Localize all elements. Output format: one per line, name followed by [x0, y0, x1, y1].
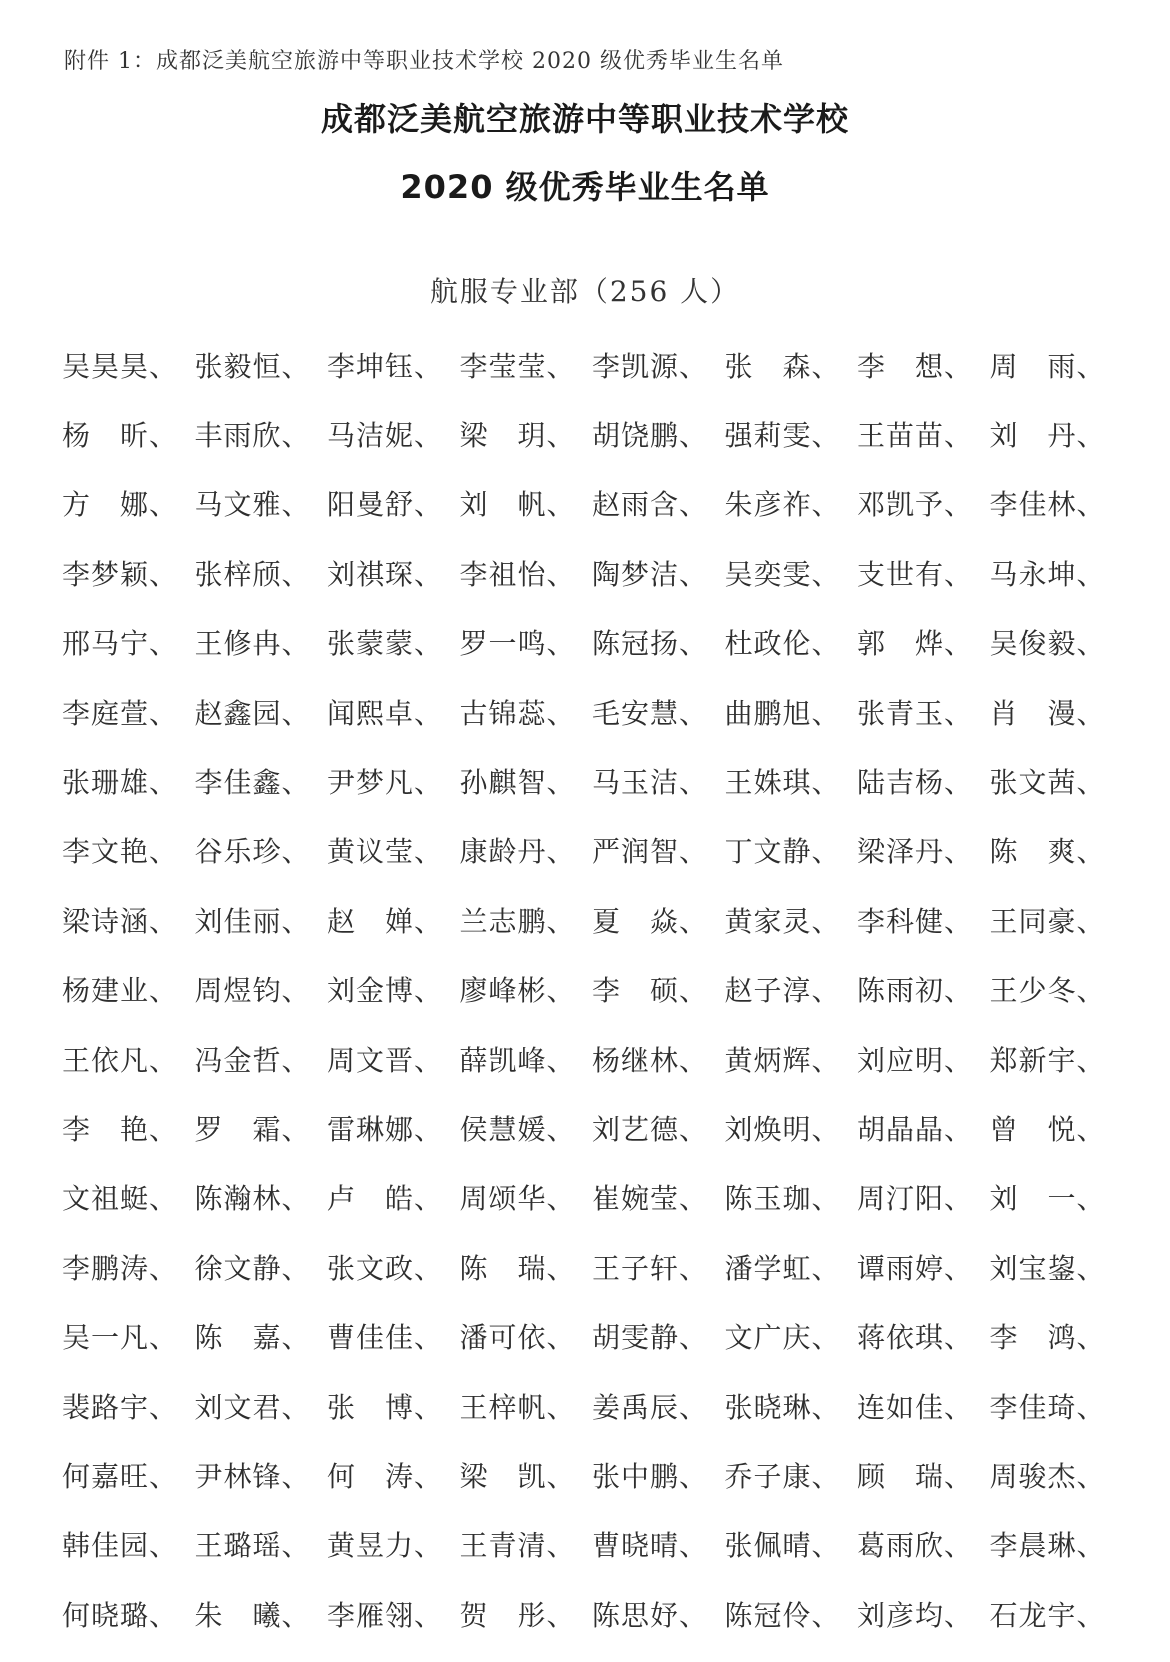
student-name: 赵 婵、 — [327, 904, 444, 938]
student-name: 刘 一、 — [989, 1182, 1106, 1216]
student-name: 张珊雄、 — [62, 766, 179, 800]
student-name: 毛安慧、 — [592, 696, 709, 730]
student-name: 顾 瑞、 — [857, 1459, 974, 1493]
student-name: 崔婉莹、 — [592, 1182, 709, 1216]
student-name: 陈冠扬、 — [592, 627, 709, 661]
student-name: 王少冬、 — [989, 974, 1106, 1008]
student-name: 梁 玥、 — [459, 419, 576, 453]
student-name: 赵鑫园、 — [194, 696, 311, 730]
student-name: 刘应明、 — [857, 1043, 974, 1077]
student-name: 李鹏涛、 — [62, 1251, 179, 1285]
student-name: 李佳琦、 — [989, 1390, 1106, 1424]
student-name: 王梓帆、 — [459, 1390, 576, 1424]
student-name: 王依凡、 — [62, 1043, 179, 1077]
student-name: 梁 凯、 — [459, 1459, 576, 1493]
student-name: 刘 帆、 — [459, 488, 576, 522]
student-name: 朱彦祚、 — [724, 488, 841, 522]
student-name: 王青清、 — [459, 1529, 576, 1563]
student-name: 周汀阳、 — [857, 1182, 974, 1216]
student-name: 罗 霜、 — [194, 1112, 311, 1146]
student-name: 李莹莹、 — [459, 349, 576, 383]
student-name: 吴奕雯、 — [724, 557, 841, 591]
student-name: 薛凯峰、 — [459, 1043, 576, 1077]
student-name: 尹梦凡、 — [327, 766, 444, 800]
student-name: 兰志鹏、 — [459, 904, 576, 938]
student-name: 尹林锋、 — [194, 1459, 311, 1493]
student-name: 马文雅、 — [194, 488, 311, 522]
student-name: 黄家灵、 — [724, 904, 841, 938]
name-row — [62, 399, 1122, 468]
student-name: 廖峰彬、 — [459, 974, 576, 1008]
student-name: 赵雨含、 — [592, 488, 709, 522]
student-name: 马洁妮、 — [327, 419, 444, 453]
student-name: 蒋依琪、 — [857, 1321, 974, 1355]
student-name: 吴昊昊、 — [62, 349, 179, 383]
student-name: 韩佳园、 — [62, 1529, 179, 1563]
student-name: 黄炳辉、 — [724, 1043, 841, 1077]
student-name: 李 想、 — [857, 349, 974, 383]
name-row — [62, 538, 1122, 607]
student-name: 胡晶晶、 — [857, 1112, 974, 1146]
student-name: 郭 烨、 — [857, 627, 974, 661]
student-name: 丁文静、 — [724, 835, 841, 869]
student-name: 古锦蕊、 — [459, 696, 576, 730]
student-name: 何嘉旺、 — [62, 1459, 179, 1493]
student-name: 支世有、 — [857, 557, 974, 591]
document-title-line1: 成都泛美航空旅游中等职业技术学校 — [320, 100, 849, 138]
student-name: 杨建业、 — [62, 974, 179, 1008]
student-name: 方 娜、 — [62, 488, 179, 522]
name-row — [62, 1371, 1122, 1440]
student-name: 张蒙蒙、 — [327, 627, 444, 661]
student-name: 潘可依、 — [459, 1321, 576, 1355]
student-name: 曾 悦、 — [989, 1112, 1106, 1146]
student-name: 张文茜、 — [989, 766, 1106, 800]
student-name: 陈 瑞、 — [459, 1251, 576, 1285]
student-name: 杨 昕、 — [62, 419, 179, 453]
student-name: 文广庆、 — [724, 1321, 841, 1355]
student-name: 王苗苗、 — [857, 419, 974, 453]
student-name: 梁诗涵、 — [62, 904, 179, 938]
student-name: 陈雨初、 — [857, 974, 974, 1008]
name-row — [62, 1440, 1122, 1509]
student-name: 周文晋、 — [327, 1043, 444, 1077]
student-name: 李雁翎、 — [327, 1598, 444, 1632]
student-name: 陈瀚林、 — [194, 1182, 311, 1216]
student-name: 胡雯静、 — [592, 1321, 709, 1355]
student-name: 卢 皓、 — [327, 1182, 444, 1216]
name-list — [62, 330, 1122, 1648]
student-name: 陆吉杨、 — [857, 766, 974, 800]
student-name: 刘艺德、 — [592, 1112, 709, 1146]
student-name: 马永坤、 — [989, 557, 1106, 591]
student-name: 石龙宇、 — [989, 1598, 1106, 1632]
student-name: 贺 彤、 — [459, 1598, 576, 1632]
name-row — [62, 816, 1122, 885]
student-name: 李祖怡、 — [459, 557, 576, 591]
name-row — [62, 330, 1122, 399]
student-name: 严润智、 — [592, 835, 709, 869]
name-row — [62, 1301, 1122, 1370]
student-name: 夏 焱、 — [592, 904, 709, 938]
student-name: 曲鹏旭、 — [724, 696, 841, 730]
student-name: 杨继林、 — [592, 1043, 709, 1077]
student-name: 张 森、 — [724, 349, 841, 383]
student-name: 王姝琪、 — [724, 766, 841, 800]
name-row — [62, 885, 1122, 954]
student-name: 周 雨、 — [989, 349, 1106, 383]
student-name: 刘彦均、 — [857, 1598, 974, 1632]
student-name: 乔子康、 — [724, 1459, 841, 1493]
student-name: 谷乐珍、 — [194, 835, 311, 869]
student-name: 李 鸿、 — [989, 1321, 1106, 1355]
student-name: 刘佳丽、 — [194, 904, 311, 938]
student-name: 李庭萱、 — [62, 696, 179, 730]
student-name: 杜政伦、 — [724, 627, 841, 661]
name-row — [62, 1232, 1122, 1301]
student-name: 孙麒智、 — [459, 766, 576, 800]
student-name: 陈 嘉、 — [194, 1321, 311, 1355]
student-name: 何晓璐、 — [62, 1598, 179, 1632]
student-name: 李佳林、 — [989, 488, 1106, 522]
name-row — [62, 1579, 1122, 1648]
student-name: 李文艳、 — [62, 835, 179, 869]
student-name: 张青玉、 — [857, 696, 974, 730]
student-name: 邢马宁、 — [62, 627, 179, 661]
student-name: 李凯源、 — [592, 349, 709, 383]
student-name: 曹晓晴、 — [592, 1529, 709, 1563]
student-name: 张佩晴、 — [724, 1529, 841, 1563]
student-name: 潘学虹、 — [724, 1251, 841, 1285]
student-name: 强莉雯、 — [724, 419, 841, 453]
name-row — [62, 1510, 1122, 1579]
student-name: 雷琳娜、 — [327, 1112, 444, 1146]
name-row — [62, 746, 1122, 815]
student-name: 周煜钧、 — [194, 974, 311, 1008]
student-name: 李 硕、 — [592, 974, 709, 1008]
student-name: 谭雨婷、 — [857, 1251, 974, 1285]
student-name: 张毅恒、 — [194, 349, 311, 383]
student-name: 吴俊毅、 — [989, 627, 1106, 661]
student-name: 刘焕明、 — [724, 1112, 841, 1146]
student-name: 赵子淳、 — [724, 974, 841, 1008]
student-name: 陈冠伶、 — [724, 1598, 841, 1632]
name-row — [62, 1163, 1122, 1232]
student-name: 刘文君、 — [194, 1390, 311, 1424]
document-title-line2: 2020 级优秀毕业生名单 — [400, 168, 770, 206]
student-name: 王子轩、 — [592, 1251, 709, 1285]
student-name: 黄昱力、 — [327, 1529, 444, 1563]
student-name: 马玉洁、 — [592, 766, 709, 800]
student-name: 刘金博、 — [327, 974, 444, 1008]
student-name: 王修冉、 — [194, 627, 311, 661]
student-name: 吴一凡、 — [62, 1321, 179, 1355]
student-name: 陶梦洁、 — [592, 557, 709, 591]
student-name: 连如佳、 — [857, 1390, 974, 1424]
name-row — [62, 955, 1122, 1024]
name-row — [62, 677, 1122, 746]
student-name: 罗一鸣、 — [459, 627, 576, 661]
student-name: 李科健、 — [857, 904, 974, 938]
name-row — [62, 1093, 1122, 1162]
student-name: 周颂华、 — [459, 1182, 576, 1216]
student-name: 文祖蜓、 — [62, 1182, 179, 1216]
student-name: 曹佳佳、 — [327, 1321, 444, 1355]
student-name: 张文政、 — [327, 1251, 444, 1285]
student-name: 裴路宇、 — [62, 1390, 179, 1424]
student-name: 姜禹辰、 — [592, 1390, 709, 1424]
section-heading: 航服专业部（256 人） — [429, 275, 741, 308]
student-name: 侯慧媛、 — [459, 1112, 576, 1146]
student-name: 邓凯予、 — [857, 488, 974, 522]
student-name: 康龄丹、 — [459, 835, 576, 869]
student-name: 肖 漫、 — [989, 696, 1106, 730]
name-row — [62, 469, 1122, 538]
student-name: 陈玉珈、 — [724, 1182, 841, 1216]
student-name: 梁泽丹、 — [857, 835, 974, 869]
student-name: 李晨琳、 — [989, 1529, 1106, 1563]
name-row — [62, 1024, 1122, 1093]
student-name: 李梦颖、 — [62, 557, 179, 591]
student-name: 刘宝鋆、 — [989, 1251, 1106, 1285]
student-name: 丰雨欣、 — [194, 419, 311, 453]
student-name: 张 博、 — [327, 1390, 444, 1424]
student-name: 闻熙卓、 — [327, 696, 444, 730]
student-name: 阳曼舒、 — [327, 488, 444, 522]
student-name: 徐文静、 — [194, 1251, 311, 1285]
student-name: 郑新宇、 — [989, 1043, 1106, 1077]
student-name: 李佳鑫、 — [194, 766, 311, 800]
student-name: 朱 曦、 — [194, 1598, 311, 1632]
student-name: 王同豪、 — [989, 904, 1106, 938]
student-name: 刘 丹、 — [989, 419, 1106, 453]
student-name: 葛雨欣、 — [857, 1529, 974, 1563]
student-name: 周骏杰、 — [989, 1459, 1106, 1493]
student-name: 李 艳、 — [62, 1112, 179, 1146]
student-name: 冯金哲、 — [194, 1043, 311, 1077]
attachment-line: 附件 1：成都泛美航空旅游中等职业技术学校 2020 级优秀毕业生名单 — [64, 49, 784, 74]
student-name: 李坤钰、 — [327, 349, 444, 383]
student-name: 张中鹏、 — [592, 1459, 709, 1493]
student-name: 陈思妤、 — [592, 1598, 709, 1632]
student-name: 胡饶鹏、 — [592, 419, 709, 453]
name-row — [62, 608, 1122, 677]
student-name: 张梓颀、 — [194, 557, 311, 591]
student-name: 黄议莹、 — [327, 835, 444, 869]
student-name: 何 涛、 — [327, 1459, 444, 1493]
student-name: 王璐瑶、 — [194, 1529, 311, 1563]
student-name: 刘祺琛、 — [327, 557, 444, 591]
student-name: 陈 爽、 — [989, 835, 1106, 869]
student-name: 张晓琳、 — [724, 1390, 841, 1424]
